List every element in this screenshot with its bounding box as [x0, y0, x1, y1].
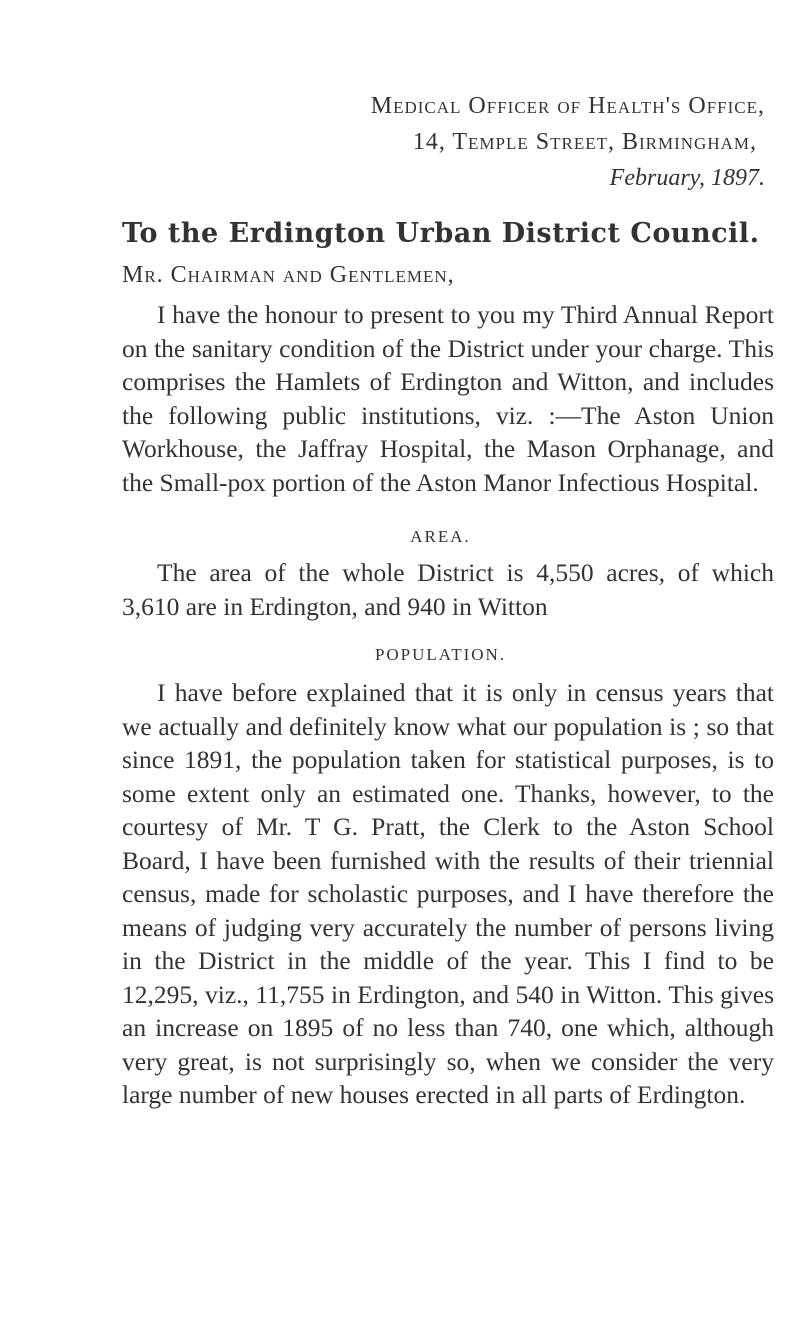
office-name: Medical Officer of Health's Office,	[370, 93, 765, 119]
section-heading-population: POPULATION.	[374, 645, 507, 664]
letter-date: February, 1897.	[609, 165, 765, 191]
letter-header	[371, 88, 765, 196]
intro-paragraph: I have the honour to present to you my Third Annual Report on the sanitary condition of the District under your charge. This comprises the Hamlets of Erdington and Witton, and includes the following public institutions, viz. :—The Aston Union Workhouse, the Jaffray Hospital, the Mason Orphanage, and the Small-pox portion of the Aston Manor Infectious Hospital.	[122, 300, 774, 497]
area-paragraph: The area of the whole District is 4,550 acres, of which 3,610 are in Erdington, and 940 in Witton	[122, 558, 774, 621]
addressee-line: To the Erdington Urban District Council.	[122, 218, 760, 249]
population-paragraph: I have before explained that it is only in census years that we actually and definitely know what our population is ; so that since 1891, the population taken for statistical purposes, is to some extent only an estimated one. Thanks, however, to the courtesy of Mr. T G. Pratt, the Clerk to the Aston School Board, I have been furnished with the results of their triennial census, made for scholastic purposes, and I have therefore the means of judging very accurately the number of persons living in the District in the middle of the year. This I find to be 12,295, viz., 11,755 in Erdington, and 540 in Witton. This gives an increase on 1895 of no less than 740, one which, although very great, is not surprisingly so, when we consider the very large number of new houses erected in all parts of Erdington.	[122, 678, 774, 1109]
greeting-line: Mr. Chairman and Gentlemen,	[122, 262, 455, 288]
section-heading-area: AREA.	[410, 527, 471, 546]
office-address: 14, Temple Street, Birmingham,	[412, 129, 757, 155]
